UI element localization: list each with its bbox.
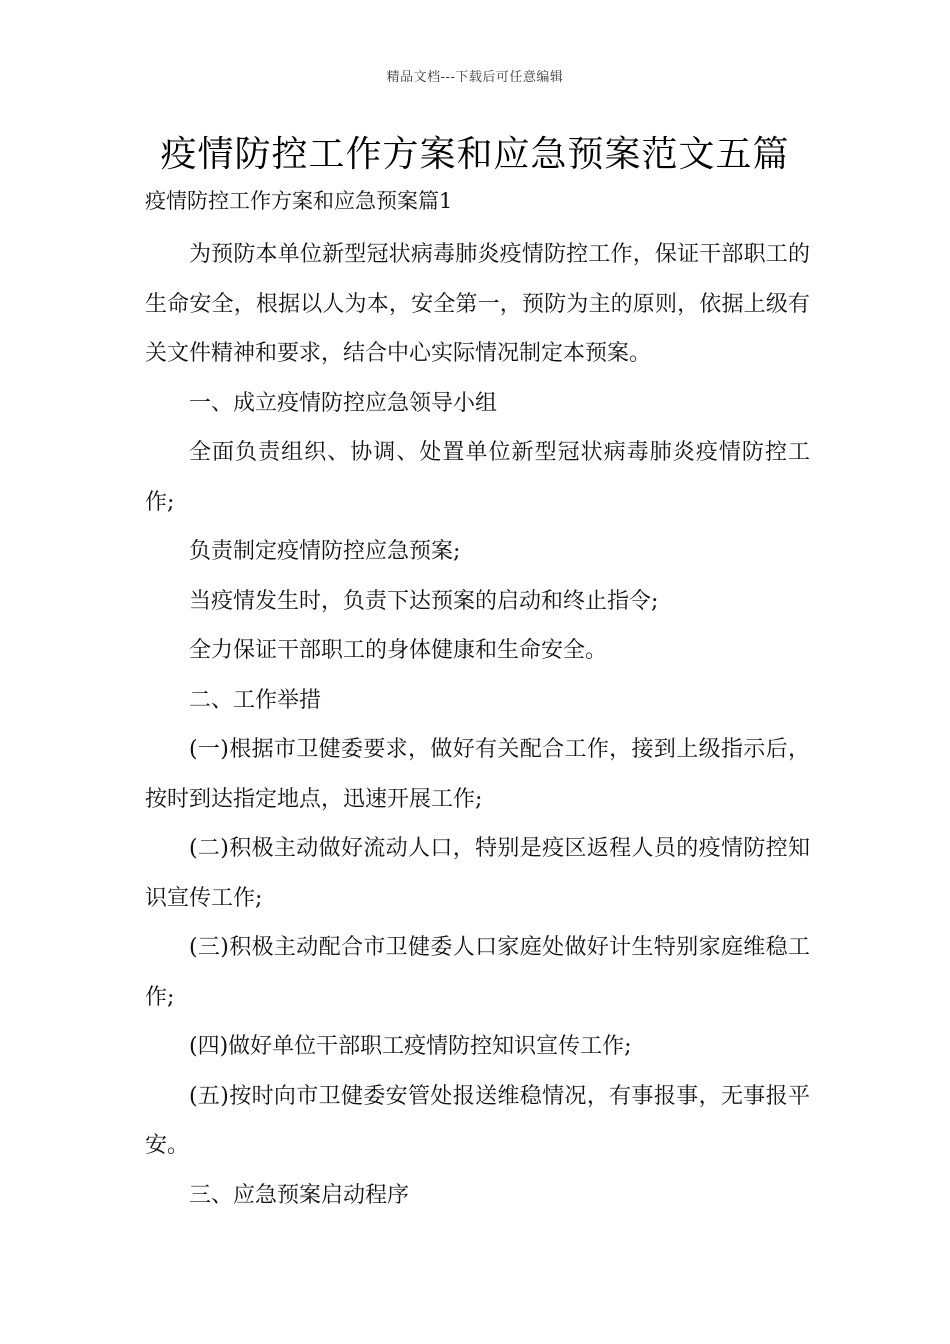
section-subtitle: 疫情防控工作方案和应急预案篇1 bbox=[145, 189, 453, 213]
list-item: (二)积极主动做好流动人口，特别是疫区返程人员的疫情防控知识宣传工作; bbox=[145, 836, 810, 911]
heading-section-1: 一、成立疫情防控应急领导小组 bbox=[189, 390, 498, 416]
document-title: 疫情防控工作方案和应急预案范文五篇 bbox=[160, 134, 790, 175]
paragraph: 当疫情发生时，负责下达预案的启动和终止指令; bbox=[189, 588, 659, 614]
list-item: (四)做好单位干部职工疫情防控知识宣传工作; bbox=[189, 1034, 632, 1059]
list-item: (五)按时向市卫健委安管处报送维稳情况，有事报事，无事报平安。 bbox=[145, 1083, 810, 1158]
list-item: (三)积极主动配合市卫健委人口家庭处做好计生特别家庭维稳工作; bbox=[145, 935, 810, 1010]
list-item: (一)根据市卫健委要求，做好有关配合工作，接到上级指示后，按时到达指定地点，迅速开展工作; bbox=[145, 737, 810, 812]
paragraph: 全面负责组织、协调、处置单位新型冠状病毒肺炎疫情防控工作; bbox=[145, 440, 810, 515]
heading-section-2: 二、工作举措 bbox=[189, 687, 322, 713]
heading-section-3: 三、应急预案启动程序 bbox=[189, 1182, 410, 1208]
document-body bbox=[145, 230, 810, 1220]
paragraph: 负责制定疫情防控应急预案; bbox=[189, 539, 461, 564]
paragraph: 全力保证干部职工的身体健康和生命安全。 bbox=[189, 638, 608, 663]
paragraph-intro: 为预防本单位新型冠状病毒肺炎疫情防控工作，保证干部职工的生命安全，根据以人为本，安全第一，预防为主的原则，依据上级有关文件精神和要求，结合中心实际情况制定本预案。 bbox=[145, 242, 810, 366]
header-note: 精品文档---下载后可任意编辑 bbox=[386, 70, 564, 85]
